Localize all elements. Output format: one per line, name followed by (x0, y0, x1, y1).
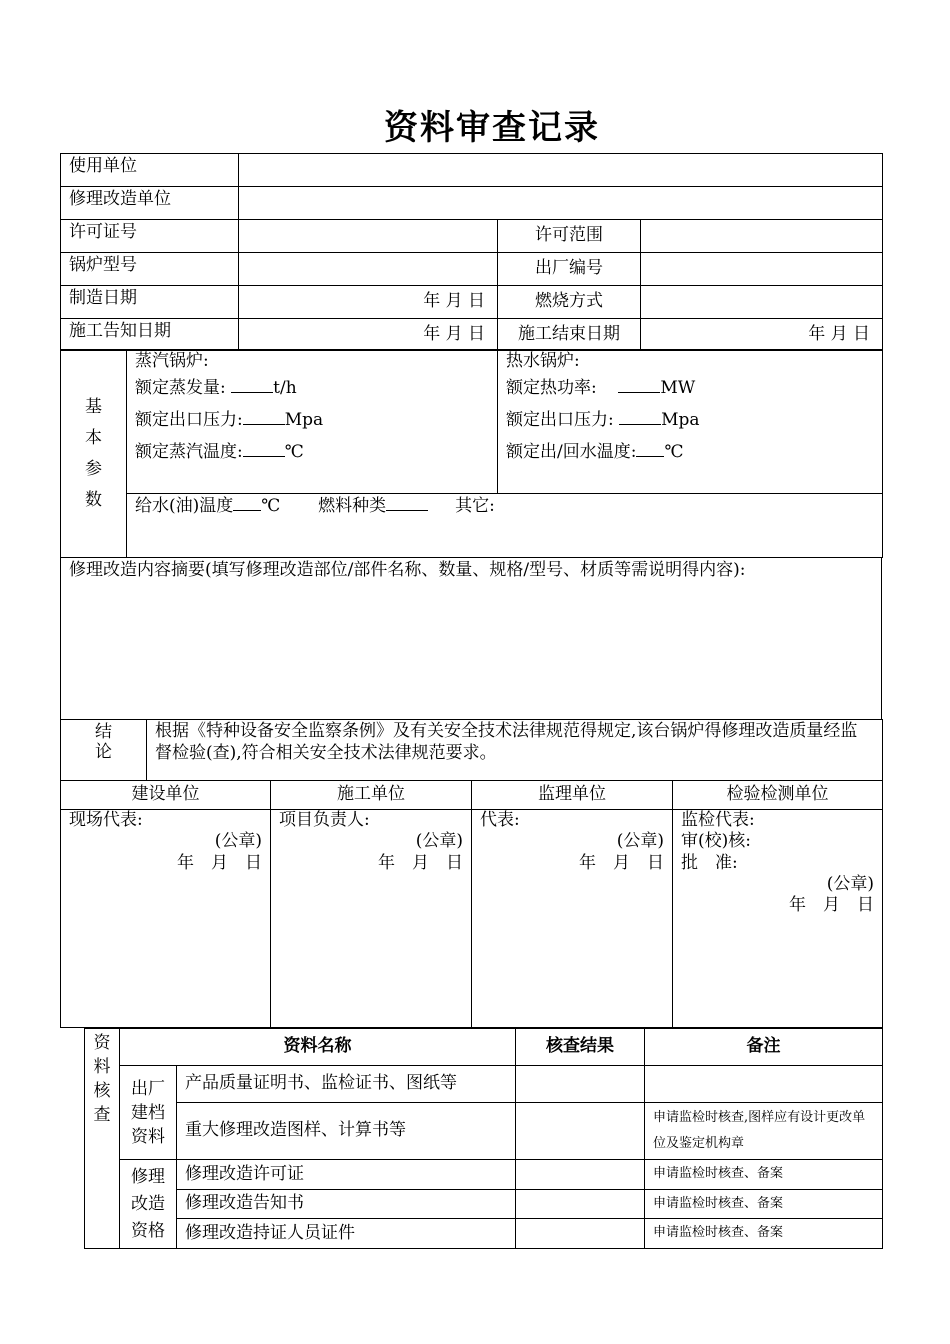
boiler-model-label: 锅炉型号 (61, 253, 239, 286)
rep-label: 代表: (480, 810, 520, 830)
doc-check-label: 资料核查 (85, 1029, 120, 1249)
doc-row-name: 产品质量证明书、监检证书、图纸等 (177, 1066, 516, 1103)
approve-label: 批 准: (681, 852, 738, 873)
seal-label: (公章) (616, 831, 664, 852)
seal-label: (公章) (415, 831, 463, 852)
hot-title: 热水锅炉: (506, 351, 580, 371)
date-label: 年 月 日 (177, 852, 262, 873)
conclusion-label: 结论 (61, 720, 147, 781)
steam-evap-row: 额定蒸发量: t/h (135, 378, 297, 398)
date-label: 年 月 日 (789, 895, 874, 915)
end-date-field[interactable]: 年 月 日 (641, 319, 883, 351)
use-unit-field[interactable] (239, 154, 883, 187)
hot-water-boiler-section (498, 350, 883, 494)
group-factory-docs: 出厂建档资料 (120, 1066, 177, 1160)
site-rep-label: 现场代表: (69, 810, 143, 830)
inspection-sign-cell[interactable] (673, 810, 883, 1028)
summary-field[interactable] (61, 558, 882, 720)
manufacture-date-label: 制造日期 (61, 286, 239, 319)
doc-row-result[interactable] (516, 1066, 645, 1103)
steam-temp-blank[interactable] (243, 442, 285, 457)
doc-row-result[interactable] (516, 1103, 645, 1160)
hot-pressure-blank[interactable] (619, 410, 661, 425)
factory-no-field[interactable] (641, 253, 883, 286)
license-scope-field[interactable] (641, 220, 883, 253)
hot-temp-blank[interactable] (636, 442, 664, 457)
hot-power-blank[interactable] (618, 378, 660, 393)
document-title: 资料审查记录 (384, 108, 600, 148)
steam-title: 蒸汽锅炉: (135, 351, 209, 371)
hot-temp-row: 额定出/回水温度: ℃ (506, 442, 684, 462)
combustion-field[interactable] (641, 286, 883, 319)
feed-temp-blank[interactable] (233, 496, 261, 511)
review-label: 审(校)核: (681, 831, 751, 852)
date-label: 年 月 日 (579, 852, 664, 873)
conclusion-text: 根据《特种设备安全监察条例》及有关安全技术法律规范得规定,该台锅炉得修理改造质量经监督检验(查),符合相关安全技术法律规范要求。 (147, 720, 883, 781)
inspect-rep-label: 监检代表: (681, 810, 755, 830)
unit-header-supervisor: 监理单位 (472, 781, 673, 810)
params-table (60, 349, 883, 558)
summary-label: 修理改造内容摘要(填写修理改造部位/部件名称、数量、规格/型号、材质等需说明得内容): (69, 560, 746, 580)
doc-row-result[interactable] (516, 1189, 645, 1219)
steam-pressure-blank[interactable] (243, 410, 285, 425)
end-date-label: 施工结束日期 (498, 319, 641, 351)
col-note: 备注 (645, 1029, 883, 1066)
license-no-field[interactable] (239, 220, 498, 253)
date-label: 年 月 日 (378, 852, 463, 873)
doc-row-name: 修理改造告知书 (177, 1189, 516, 1219)
license-no-label: 许可证号 (61, 220, 239, 253)
units-table (60, 780, 883, 1028)
doc-check-table (84, 1028, 883, 1249)
group-repair-qualification: 修理改造资格 (120, 1160, 177, 1249)
params-label: 基本参数 (61, 350, 127, 558)
feed-fuel-row: 给水(油)温度 ℃ 燃料种类 其它: (127, 494, 883, 558)
doc-row-note: 申请监检时核查、备案 (645, 1160, 883, 1190)
summary-table (60, 557, 882, 720)
notice-date-field[interactable]: 年 月 日 (239, 319, 498, 351)
doc-row-note (645, 1066, 883, 1103)
doc-row-note: 申请监检时核查,图样应有设计更改单位及鉴定机构章 (645, 1103, 883, 1160)
hot-pressure-row: 额定出口压力: Mpa (506, 410, 700, 430)
unit-header-contractor: 施工单位 (271, 781, 472, 810)
doc-row-result[interactable] (516, 1219, 645, 1249)
doc-row-name: 重大修理改造图样、计算书等 (177, 1103, 516, 1160)
use-unit-label: 使用单位 (61, 154, 239, 187)
unit-header-inspection: 检验检测单位 (673, 781, 883, 810)
repair-unit-field[interactable] (239, 187, 883, 220)
col-check-result: 核查结果 (516, 1029, 645, 1066)
unit-header-construction: 建设单位 (61, 781, 271, 810)
doc-row-name: 修理改造持证人员证件 (177, 1219, 516, 1249)
doc-row-result[interactable] (516, 1160, 645, 1190)
doc-row-note: 申请监检时核查、备案 (645, 1189, 883, 1219)
factory-no-label: 出厂编号 (498, 253, 641, 286)
combustion-label: 燃烧方式 (498, 286, 641, 319)
conclusion-table (60, 719, 883, 781)
supervisor-sign-cell[interactable] (472, 810, 673, 1028)
manufacture-date-field[interactable]: 年 月 日 (239, 286, 498, 319)
fuel-blank[interactable] (386, 496, 428, 511)
project-lead-label: 项目负责人: (279, 810, 370, 830)
contractor-sign-cell[interactable] (271, 810, 472, 1028)
hot-power-row: 额定热功率: MW (506, 378, 696, 398)
header-info-table (60, 153, 883, 351)
boiler-model-field[interactable] (239, 253, 498, 286)
steam-evap-blank[interactable] (231, 378, 273, 393)
doc-row-note: 申请监检时核查、备案 (645, 1219, 883, 1249)
seal-label: (公章) (826, 873, 874, 894)
license-scope-label: 许可范围 (498, 220, 641, 253)
steam-temp-row: 额定蒸汽温度: ℃ (135, 442, 304, 462)
col-doc-name: 资料名称 (120, 1029, 516, 1066)
seal-label: (公章) (214, 831, 262, 852)
repair-unit-label: 修理改造单位 (61, 187, 239, 220)
construction-sign-cell[interactable] (61, 810, 271, 1028)
steam-pressure-row: 额定出口压力: Mpa (135, 410, 324, 430)
steam-boiler-section (127, 350, 498, 494)
notice-date-label: 施工告知日期 (61, 319, 239, 351)
doc-row-name: 修理改造许可证 (177, 1160, 516, 1190)
